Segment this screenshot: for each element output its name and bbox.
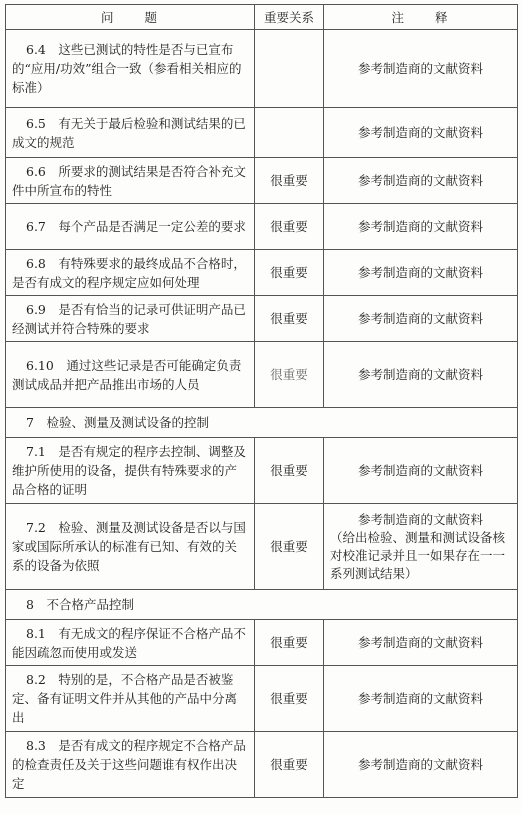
question-cell: 7.2 检验、测量及测试设备是否以与国家或国际所承认的标准有已知、有效的关系的设备为依照 <box>6 504 255 590</box>
note-cell: 参考制造商的文献资料 <box>324 666 518 732</box>
note-cell: 参考制造商的文献资料 <box>324 204 518 250</box>
question-cell: 8.1 有无成文的程序保证不合格产品不能因疏忽而使用或发送 <box>6 620 255 666</box>
header-importance: 重要关系 <box>255 5 324 30</box>
table-row <box>6 108 518 158</box>
table-row <box>6 296 518 342</box>
importance-cell: 很重要 <box>255 504 324 590</box>
note-cell: 参考制造商的文献资料 <box>324 296 518 342</box>
table-row <box>6 342 518 408</box>
importance-cell: 很重要 <box>255 732 324 798</box>
section-row <box>6 590 518 620</box>
question-cell: 8.2 特别的是，不合格产品是否被鉴定、备有证明文件并从其他的产品中分离出 <box>6 666 255 732</box>
table-row <box>6 204 518 250</box>
question-cell: 6.4 这些已测试的特性是否与已宣布的“应用/功效”组合一致（参看相关相应的标准） <box>6 30 255 108</box>
table-row <box>6 666 518 732</box>
note-cell: 参考制造商的文献资料 <box>324 342 518 408</box>
importance-cell: 很重要 <box>255 296 324 342</box>
question-cell: 8.3 是否有成文的程序规定不合格产品的检查责任及关于这些问题谁有权作出决定 <box>6 732 255 798</box>
table-row <box>6 250 518 296</box>
table-row <box>6 30 518 108</box>
table-row <box>6 504 518 590</box>
question-cell: 6.7 每个产品是否满足一定公差的要求 <box>6 204 255 250</box>
header-note: 注 释 <box>324 5 518 30</box>
section-row <box>6 408 518 438</box>
importance-cell <box>255 30 324 108</box>
question-cell: 6.8 有特殊要求的最终成品不合格时，是否有成文的程序规定应如何处理 <box>6 250 255 296</box>
question-cell: 7.1 是否有规定的程序去控制、调整及维护所使用的设备，提供有特殊要求的产品合格的证明 <box>6 438 255 504</box>
table-row <box>6 438 518 504</box>
importance-cell: 很重要 <box>255 438 324 504</box>
note-cell: 参考制造商的文献资料 <box>324 30 518 108</box>
importance-cell: 很重要 <box>255 620 324 666</box>
importance-cell: 很重要 <box>255 666 324 732</box>
section-heading-8: 8 不合格产品控制 <box>6 590 518 620</box>
table-row <box>6 620 518 666</box>
table-row <box>6 732 518 798</box>
note-cell: 参考制造商的文献资料 <box>324 158 518 204</box>
note-extra: （给出检验、测量和测试设备核对校准记录并且一如果存在一一系列测试结果） <box>330 529 506 581</box>
note-cell: 参考制造商的文献资料 <box>324 108 518 158</box>
section-heading-7: 7 检验、测量及测试设备的控制 <box>6 408 518 438</box>
question-cell: 6.9 是否有恰当的记录可供证明产品已经测试并符合特殊的要求 <box>6 296 255 342</box>
note-main: 参考制造商的文献资料 <box>357 511 483 527</box>
note-cell: 参考制造商的文献资料 <box>324 620 518 666</box>
note-cell <box>324 504 518 590</box>
importance-cell: 很重要 <box>255 158 324 204</box>
question-cell: 6.6 所要求的测试结果是否符合补充文件中所宣布的特性 <box>6 158 255 204</box>
importance-cell: 很重要 <box>255 204 324 250</box>
note-cell: 参考制造商的文献资料 <box>324 732 518 798</box>
question-cell: 6.5 有无关于最后检验和测试结果的已成文的规范 <box>6 108 255 158</box>
importance-cell: 很重要 <box>255 342 324 408</box>
importance-cell <box>255 108 324 158</box>
header-row <box>6 5 518 30</box>
question-cell: 6.10 通过这些记录是否可能确定负责测试成品并把产品推出市场的人员 <box>6 342 255 408</box>
table-row <box>6 158 518 204</box>
requirements-table <box>5 4 518 798</box>
header-question: 问 题 <box>6 5 255 30</box>
note-cell: 参考制造商的文献资料 <box>324 250 518 296</box>
note-cell: 参考制造商的文献资料 <box>324 438 518 504</box>
importance-cell: 很重要 <box>255 250 324 296</box>
